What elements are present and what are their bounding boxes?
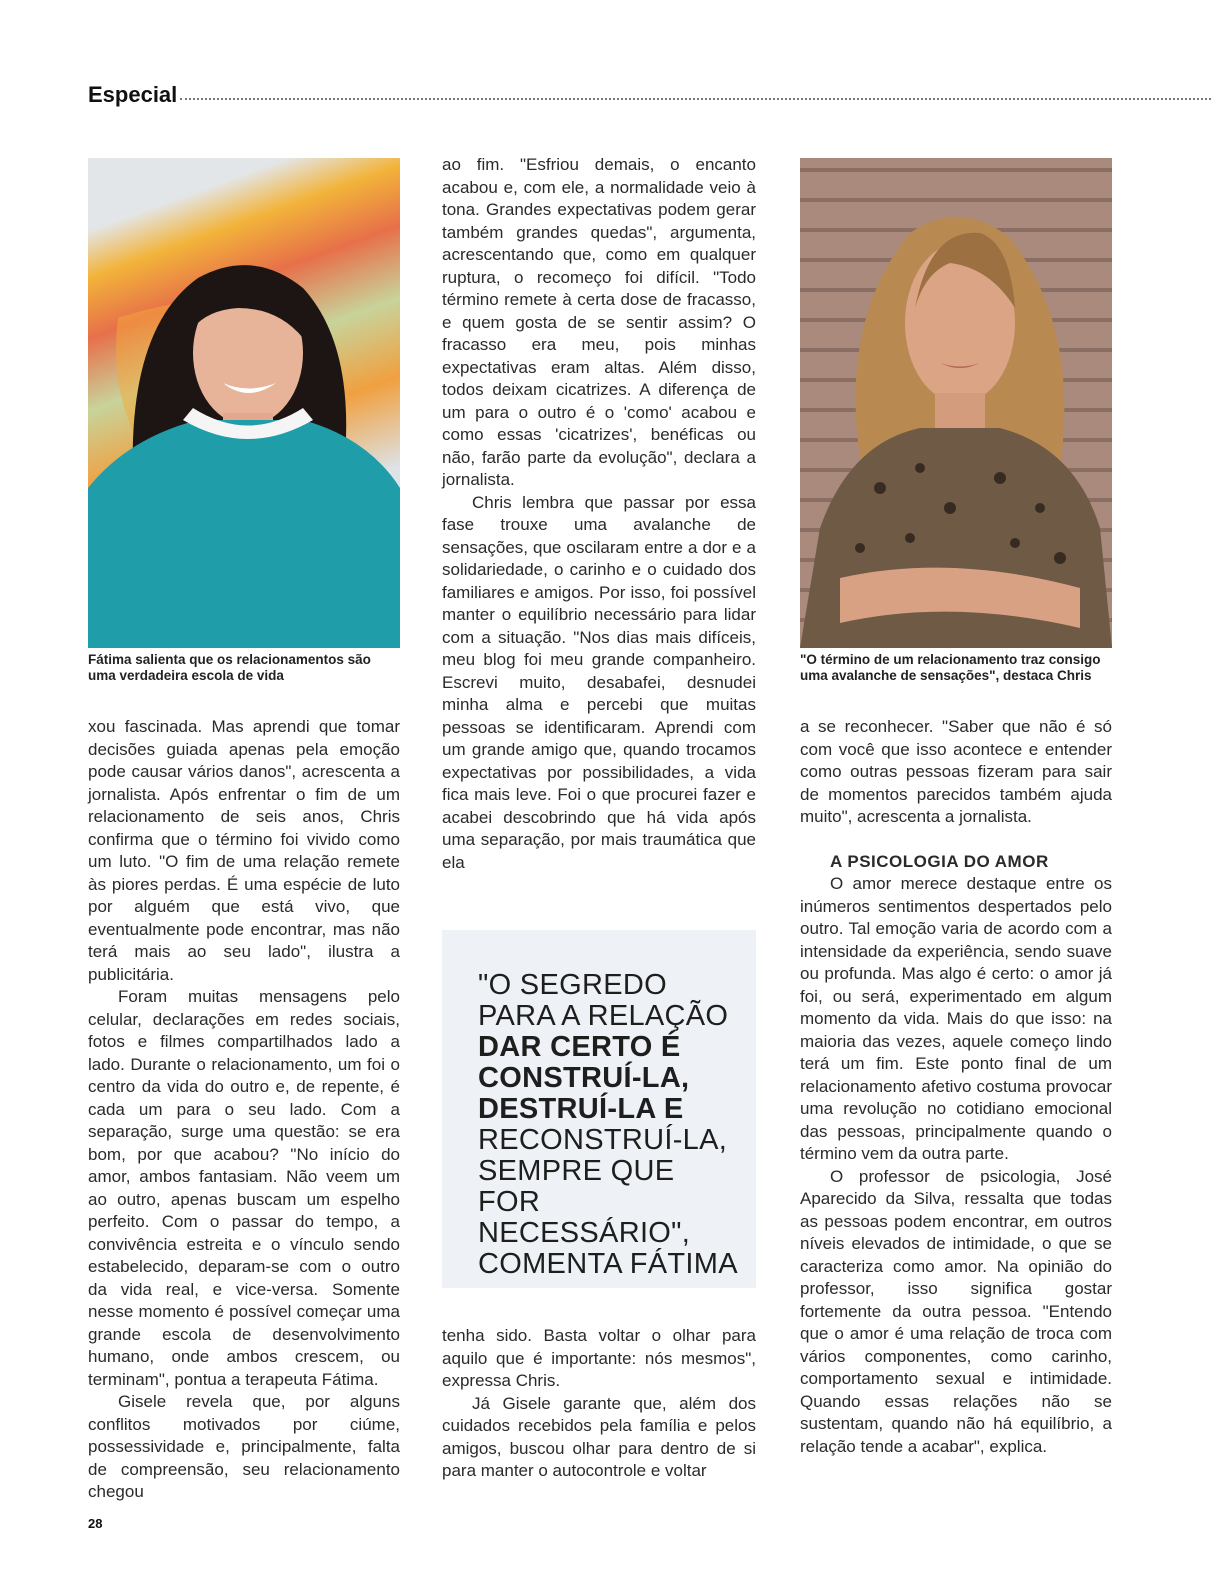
paragraph: Chris lembra que passar por essa fase trouxe uma avalanche de sensações, que oscilaram entre a dor e a solidariedade, o carinho e o cuidado dos familiares e amigos. Por isso, foi possível manter o equilíbrio necessário para lidar com a situação. "Nos dias mais difíceis, meu blog foi meu grande companheiro. Escrevi muito, desabafei, desnudei minha alma e percebi que muitas pessoas se identificaram. Aprendi com um grande amigo que, quando trocamos expectativas por possibilidades, a vida fica mais leve. Foi o que procurei fazer e acabei descobrindo que há vida após uma separação, por mais traumática que ela bbox=[442, 492, 756, 872]
header-dotted-rule bbox=[180, 98, 1211, 100]
paragraph: a se reconhecer. "Saber que não é só com você que isso acontece e entender como outras pessoas fizeram para sair de momentos parecidos também ajuda muito", acrescenta a jornalista. bbox=[800, 717, 1112, 826]
paragraph: Já Gisele garante que, além dos cuidados recebidos pela família e pelos amigos, buscou olhar para dentro de si para manter o autocontrole e voltar bbox=[442, 1393, 756, 1480]
paragraph: O amor merece destaque entre os inúmeros sentimentos despertados pelo outro. Tal emoção varia de acordo com a intensidade da experiência, sendo suave ou profunda. Mas algo é certo: o amor já foi, ou será, experimentado em algum momento da vida. Mais do que isso: na maioria das vezes, aquele começo lindo terá um fim. Este ponto final de um relacionamento afetivo costuma provocar uma revolução no cotidiano emocional das pessoas, principalmente quando o término vem da outra parte. bbox=[800, 874, 1112, 1163]
pull-quote-part-1: "O SEGREDO PARA A RELAÇÃO bbox=[478, 969, 729, 1032]
caption-chris: "O término de um relacionamento traz consigo uma avalanche de sensações", destaca Chris bbox=[800, 652, 1101, 683]
photo-chris bbox=[800, 158, 1112, 648]
pull-quote-bold: DAR CERTO É CONSTRUÍ-LA, DESTRUÍ-LA E bbox=[478, 1031, 690, 1125]
portrait-chris-illustration bbox=[800, 158, 1112, 648]
paragraph: Foram muitas mensagens pelo celular, declarações em redes sociais, fotos e filmes compartilhados lado a lado. Durante o relacionamento, um foi o centro da vida do outro e, de repente, é cada um para o seu lado. Com a separação, surge uma questão: se era bom, por que acabou? "No início do amor, ambos fantasiam. Não veem um ao outro, apenas buscam um espelho perfeito. Com o passar do tempo, a convivência estreita e o vínculo sendo estabelecido, deparam-se com o outro da vida real, e vice-versa. Somente nesse momento é possível começar uma grande escola de desenvolvimento humano, onde ambos crescem, ou terminam", pontua a terapeuta Fátima. bbox=[88, 987, 400, 1389]
caption-fatima: Fátima salienta que os relacionamentos são uma verdadeira escola de vida bbox=[88, 652, 371, 683]
article-column-2-top bbox=[442, 154, 756, 874]
pull-quote bbox=[478, 970, 740, 1280]
paragraph: Gisele revela que, por alguns conflitos motivados por ciúme, possessividade e, principalmente, falta de compreensão, seu relacionamento chegou bbox=[88, 1392, 400, 1501]
article-column-3 bbox=[800, 716, 1112, 1458]
portrait-fatima-illustration bbox=[88, 158, 400, 648]
paragraph: tenha sido. Basta voltar o olhar para aquilo que é importante: nós mesmos", expressa Chris. bbox=[442, 1326, 756, 1390]
article-column-1 bbox=[88, 716, 400, 1504]
paragraph: ao fim. "Esfriou demais, o encanto acabou e, com ele, a normalidade veio à tona. Grandes expectativas podem gerar também grandes quedas", argumenta, acrescentando que, como em qualquer ruptura, o recomeço foi difícil. "Todo término remete à certa dose de fracasso, e quem gosta de se sentir assim? O fracasso era meu, pois minhas expectativas eram altas. Além disso, todos deixam cicatrizes. A diferença de um para o outro é o 'como' acabou e como essas 'cicatrizes', benéficas ou não, farão parte da evolução", declara a jornalista. bbox=[442, 155, 756, 489]
paragraph: O professor de psicologia, José Aparecido da Silva, ressalta que todas as pessoas podem encontrar, em outros níveis elevados de intimidade, o que se caracteriza como amor. Na opinião do professor, isso significa gostar fortemente da outra pessoa. "Entendo que o amor é uma relação de troca com vários componentes, como carinho, comportamento sexual e intimidade. Quando essas relações não se sustentam, quando não há equilíbrio, a relação tende a acabar", explica. bbox=[800, 1166, 1112, 1456]
subheading: A PSICOLOGIA DO AMOR bbox=[830, 851, 1049, 871]
section-label: Especial bbox=[88, 82, 185, 108]
pull-quote-part-3: RECONSTRUÍ-LA, SEMPRE QUE FOR NECESSÁRIO", COMENTA FÁTIMA bbox=[478, 1124, 738, 1280]
page-number: 28 bbox=[88, 1516, 103, 1531]
paragraph: xou fascinada. Mas aprendi que tomar decisões guiada apenas pela emoção pode causar vários danos", acrescenta a jornalista. Após enfrentar o fim de um relacionamento de seis anos, Chris confirma que o término foi vivido como um luto. "O fim de uma relação remete às piores perdas. É uma espécie de luto por alguém que está vivo, que eventualmente pode encontrar, mas não terá mais ao seu lado", ilustra a publicitária. bbox=[88, 717, 400, 984]
article-column-2-bottom bbox=[442, 1325, 756, 1483]
photo-fatima bbox=[88, 158, 400, 648]
